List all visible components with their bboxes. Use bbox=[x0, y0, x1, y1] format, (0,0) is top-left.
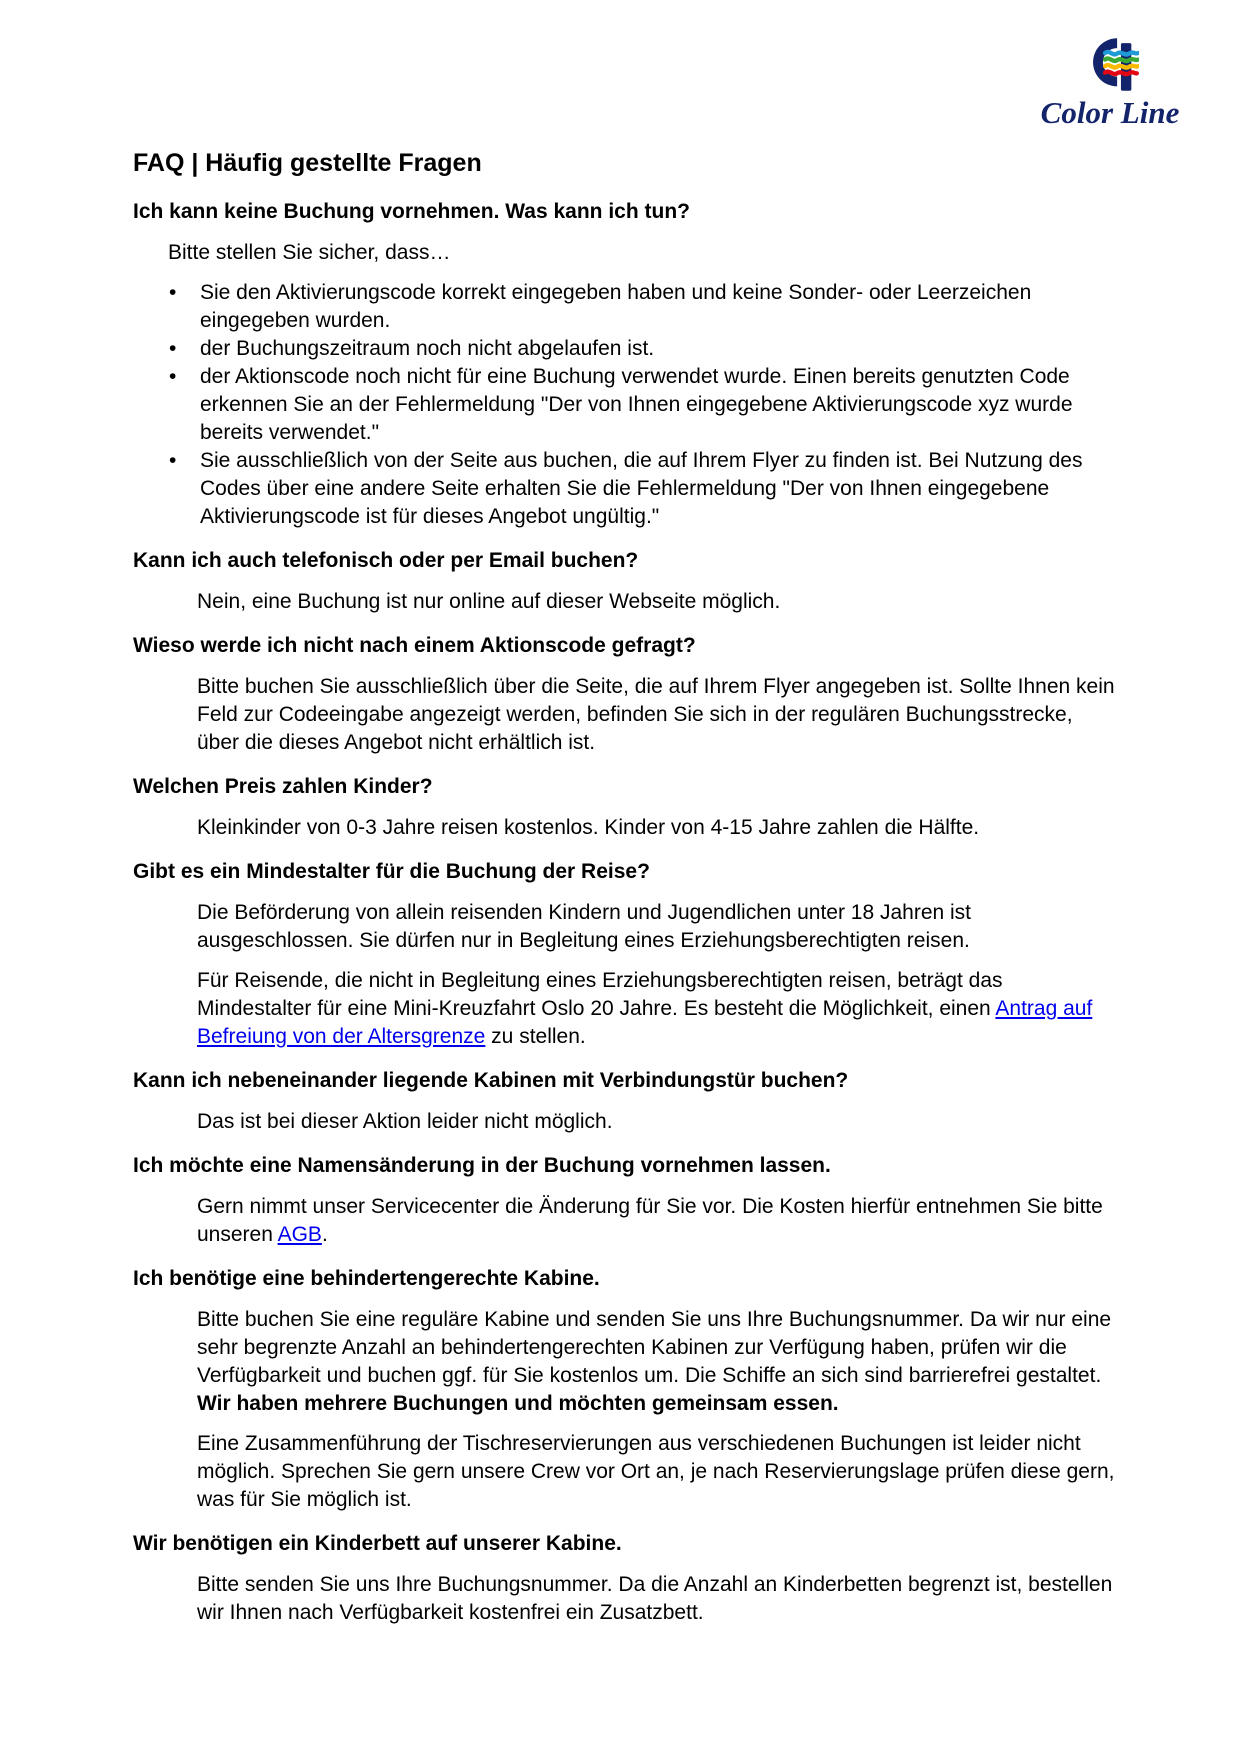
faq-bullet-item: • der Buchungszeitraum noch nicht abgelaufen ist. bbox=[200, 335, 1115, 363]
faq-answer: Bitte senden Sie uns Ihre Buchungsnummer. Da die Anzahl an Kinderbetten begrenzt ist, bestellen wir Ihnen nach Verfügbarkeit kostenfrei ein Zusatzbett. bbox=[197, 1573, 1113, 1624]
faq-answer-block bbox=[197, 899, 1115, 1051]
faq-answer: Für Reisende, die nicht in Begleitung eines Erziehungsberechtigten reisen, beträgt das Mindestalter für eine Mini-Kreuzfahrt Oslo 20 Jahre. Es besteht die Möglichkeit, einen Antrag auf Befreiung von der Altersgrenze zu stellen. bbox=[197, 969, 1093, 1048]
emphasized-text: Wir haben mehrere Buchungen und möchten gemeinsam essen. bbox=[197, 1392, 839, 1415]
faq-question: Wieso werde ich nicht nach einem Aktionscode gefragt? bbox=[133, 634, 696, 657]
colorline-logo bbox=[1035, 34, 1185, 128]
faq-section-6 bbox=[133, 1067, 1115, 1136]
faq-section-7 bbox=[133, 1152, 1115, 1249]
faq-question: Wir benötigen ein Kinderbett auf unserer Kabine. bbox=[133, 1532, 622, 1555]
faq-section-4 bbox=[133, 773, 1115, 842]
link-agb[interactable]: AGB bbox=[277, 1223, 322, 1246]
faq-answer: Das ist bei dieser Aktion leider nicht möglich. bbox=[197, 1110, 613, 1133]
faq-question: Gibt es ein Mindestalter für die Buchung der Reise? bbox=[133, 860, 650, 883]
colorline-logo-wordmark: Color Line bbox=[1040, 95, 1180, 130]
faq-answer-block bbox=[197, 673, 1115, 757]
faq-question: Ich möchte eine Namensänderung in der Buchung vornehmen lassen. bbox=[133, 1154, 831, 1177]
link-antrag-befreiung-altersgrenze[interactable]: Antrag auf Befreiung von der Altersgrenze bbox=[197, 997, 1093, 1048]
faq-question: Ich benötige eine behindertengerechte Kabine. bbox=[133, 1267, 600, 1290]
faq-content bbox=[133, 148, 1115, 1627]
faq-answer-block bbox=[197, 1193, 1115, 1249]
faq-section-1 bbox=[133, 198, 1115, 531]
page-title: FAQ | Häufig gestellte Fragen bbox=[133, 149, 482, 177]
faq-bullet-list bbox=[133, 279, 1115, 531]
faq-answer: Kleinkinder von 0-3 Jahre reisen kostenlos. Kinder von 4-15 Jahre zahlen die Hälfte. bbox=[197, 816, 980, 839]
faq-answer-block bbox=[197, 1306, 1115, 1514]
faq-bullet-item: • Sie den Aktivierungscode korrekt eingegeben haben und keine Sonder- oder Leerzeichen eingegeben wurden. bbox=[200, 279, 1115, 335]
faq-section-8 bbox=[133, 1265, 1115, 1514]
faq-answer-block bbox=[197, 1571, 1115, 1627]
faq-answer-block bbox=[197, 814, 1115, 842]
faq-bullet-item: • Sie ausschließlich von der Seite aus buchen, die auf Ihrem Flyer zu finden ist. Bei Nutzung des Codes über eine andere Seite erhalten Sie die Fehlermeldung "Der von Ihnen eingegebene Aktivierungscode ist für dieses Angebot ungültig." bbox=[200, 447, 1115, 531]
faq-question: Kann ich nebeneinander liegende Kabinen mit Verbindungstür buchen? bbox=[133, 1069, 849, 1092]
faq-answer: Gern nimmt unser Servicecenter die Änderung für Sie vor. Die Kosten hierfür entnehmen Sie bitte unseren AGB. bbox=[197, 1195, 1103, 1246]
faq-section-2 bbox=[133, 547, 1115, 616]
faq-bullet-item: • der Aktionscode noch nicht für eine Buchung verwendet wurde. Einen bereits genutzten Code erkennen Sie an der Fehlermeldung "Der von Ihnen eingegebene Aktivierungscode xyz wurde bereits verwendet." bbox=[200, 363, 1115, 447]
faq-question: Welchen Preis zahlen Kinder? bbox=[133, 775, 433, 798]
faq-answer-block bbox=[197, 1108, 1115, 1136]
faq-sections bbox=[133, 198, 1115, 1627]
faq-question: Kann ich auch telefonisch oder per Email buchen? bbox=[133, 549, 639, 572]
colorline-logo-icon bbox=[1081, 34, 1139, 95]
faq-question: Ich kann keine Buchung vornehmen. Was kann ich tun? bbox=[133, 200, 690, 223]
faq-answer: Bitte buchen Sie ausschließlich über die Seite, die auf Ihrem Flyer angegeben ist. Sollte Ihnen kein Feld zur Codeeingabe angezeigt werden, befinden Sie sich in der regulären Buchungsstrecke, über die dieses Angebot nicht erhältlich ist. bbox=[197, 675, 1115, 754]
faq-section-9 bbox=[133, 1530, 1115, 1627]
faq-section-5 bbox=[133, 858, 1115, 1051]
faq-answer: Nein, eine Buchung ist nur online auf dieser Webseite möglich. bbox=[197, 590, 781, 613]
faq-intro: Bitte stellen Sie sicher, dass… bbox=[168, 241, 451, 264]
faq-section-3 bbox=[133, 632, 1115, 757]
faq-answer: Eine Zusammenführung der Tischreservierungen aus verschiedenen Buchungen ist leider nicht möglich. Sprechen Sie gern unsere Crew vor Ort an, je nach Reservierungslage prüfen diese gern, was für Sie möglich ist. bbox=[197, 1432, 1115, 1511]
faq-answer: Die Beförderung von allein reisenden Kindern und Jugendlichen unter 18 Jahren ist ausgeschlossen. Sie dürfen nur in Begleitung eines Erziehungsberechtigten reisen. bbox=[197, 901, 972, 952]
faq-answer-block bbox=[197, 588, 1115, 616]
faq-answer: Bitte buchen Sie eine reguläre Kabine und senden Sie uns Ihre Buchungsnummer. Da wir nur eine sehr begrenzte Anzahl an behindertengerechten Kabinen zur Verfügung haben, prüfen wir die Verfügbarkeit und buchen ggf. für Sie kostenlos um. Die Schiffe an sich sind barrierefrei gestaltet. Wir haben mehrere Buchungen und möchten gemeinsam essen. bbox=[197, 1308, 1112, 1415]
